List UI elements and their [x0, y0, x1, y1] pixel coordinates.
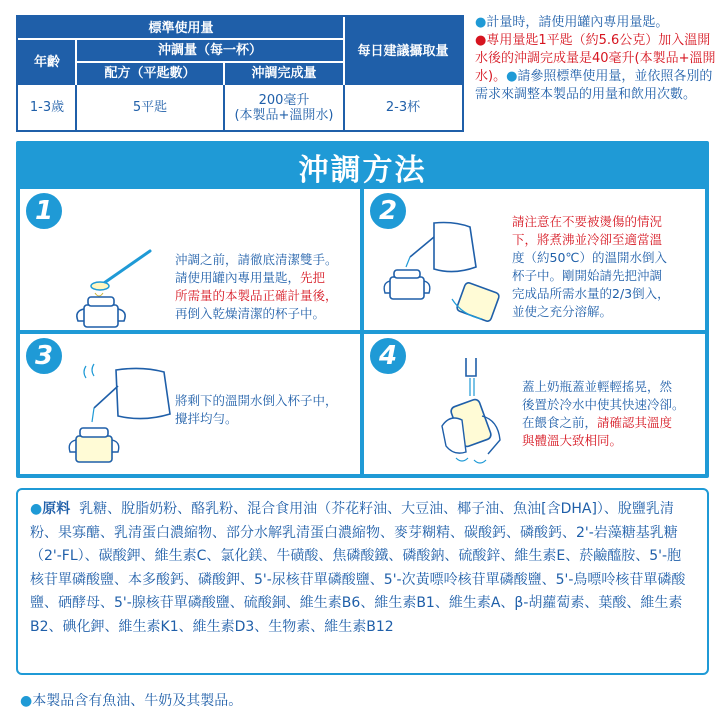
step-3-line: 將剩下的溫開水倒入杯子中， — [175, 393, 338, 408]
step-4-line-part: 在餵食之前， — [522, 415, 598, 430]
step-1-line: 再倒入乾燥清潔的杯子中。 — [175, 306, 326, 321]
finished-value — [224, 85, 344, 130]
bullet-icon: ● — [30, 501, 43, 517]
usage-notes — [475, 14, 717, 104]
bullet-icon: ● — [20, 693, 33, 709]
preparation-method-panel — [16, 141, 709, 478]
step-4-line: 蓋上奶瓶蓋並輕輕搖晃，然 — [522, 379, 673, 394]
header-finished: 沖調完成量 — [224, 62, 344, 85]
step-4 — [364, 334, 705, 474]
step-4-line-part-red: 請確認其溫度 — [597, 415, 673, 430]
kettle-pouring-illustration — [382, 217, 508, 329]
formula-value: 5平匙 — [76, 85, 224, 130]
step-2 — [364, 189, 705, 330]
step-3-line: 攪拌均勻。 — [175, 411, 238, 426]
step-2-line: 下，將煮沸並冷卻至適當溫 — [512, 232, 663, 247]
finished-value-line1: 200毫升 — [258, 92, 310, 108]
step-2-line: 請注意在不要被燙傷的情況 — [512, 214, 663, 229]
step-1-text — [175, 251, 360, 323]
step-2-line: 度（約50℃）的溫開水倒入 — [512, 250, 667, 265]
step-4-line — [522, 414, 702, 432]
step-2-line: 完成品所需水量的2/3倒入， — [512, 286, 670, 301]
finished-value-line2: (本製品+溫開水) — [234, 107, 334, 123]
bullet-icon: ● — [475, 15, 487, 30]
note-spoon-volume: 專用量匙1平匙（約5.6公克）加入溫開水後的沖調完成量是40毫升(本製品+溫開水)。 — [475, 33, 716, 84]
step-4-text — [522, 378, 702, 450]
age-value: 1-3歲 — [18, 85, 76, 130]
ingredients-list: 乳糖、脫脂奶粉、酪乳粉、混合食用油（芥花籽油、大豆油、椰子油、魚油[含DHA]）、脫鹽乳清粉、果寡醣、乳清蛋白濃縮物、部分水解乳清蛋白濃縮物、麥芽糊精、碳酸鈣、磷酸鈣、2'-岩藻糖基乳糖（2'-FL）、碳酸鉀、維生素C、氯化鎂、牛磺酸、焦磷酸鐵、磷酸鈉、硫酸鋅、維生素E、菸鹼醯胺、5'-胞核苷單磷酸鹽、本多酸鈣、磷酸鉀、5'-尿核苷單磷酸鹽、5'-次黃嘌呤核苷單磷酸鹽、5'-鳥嘌呤核苷單磷酸鹽、硒酵母、5'-腺核苷單磷酸鹽、硫酸銅、維生素B6、維生素B1、維生素A、β-胡蘿蔔素、葉酸、維生素B2、碘化鉀、維生素K1、維生素D3、生物素、維生素B12 — [30, 501, 686, 635]
step-3-text — [175, 392, 360, 428]
daily-value: 2-3杯 — [344, 85, 462, 130]
step-4-line: 與體溫大致相同。 — [522, 433, 623, 448]
table-title: 標準使用量 — [18, 17, 344, 39]
note-measuring-spoon: 計量時，請使用罐內專用量匙。 — [486, 15, 669, 30]
step-1 — [20, 189, 360, 330]
step-1-line-part: 請使用罐內專用量匙， — [175, 270, 301, 285]
step-1-line-part-red: 先把 — [300, 270, 326, 285]
step-number: 4 — [368, 336, 408, 376]
step-4-line: 後置於冷水中使其快速冷卻。 — [522, 397, 685, 412]
method-title: 沖調方法 — [298, 153, 427, 188]
header-age: 年齡 — [18, 39, 76, 85]
step-number: 1 — [24, 191, 64, 231]
step-1-line — [175, 269, 360, 287]
bullet-icon: ● — [475, 33, 487, 48]
spoon-and-cup-illustration — [70, 233, 170, 329]
allergy-text: 本製品含有魚油、牛奶及其製品。 — [32, 693, 243, 709]
note-adjust-usage: 請參照標準使用量，並依照各別的需求來調整本製品的用量和飲用次數。 — [475, 69, 713, 102]
step-2-line: 並使之充分溶解。 — [512, 304, 613, 319]
bullet-icon: ● — [506, 69, 518, 84]
step-2-text — [512, 213, 702, 321]
step-2-line: 杯子中。剛開始請先把沖調 — [512, 268, 663, 283]
step-1-line: 所需量的本製品正確計量後， — [175, 288, 338, 303]
step-number: 3 — [24, 336, 64, 376]
step-1-line: 沖調之前，請徹底清潔雙手。 — [175, 252, 338, 267]
step-3 — [20, 334, 360, 474]
allergy-notice — [20, 690, 242, 710]
usage-table — [16, 15, 464, 132]
step-number: 2 — [368, 191, 408, 231]
cooling-bottle-illustration — [436, 356, 508, 468]
ingredients-label: 原料 — [42, 501, 71, 517]
ingredients-box — [16, 488, 709, 675]
header-mix-amount: 沖調量（每一杯） — [76, 39, 344, 62]
kettle-and-cup-illustration — [64, 362, 184, 472]
header-daily: 每日建議攝取量 — [344, 17, 462, 85]
header-formula: 配方（平匙數） — [76, 62, 224, 85]
